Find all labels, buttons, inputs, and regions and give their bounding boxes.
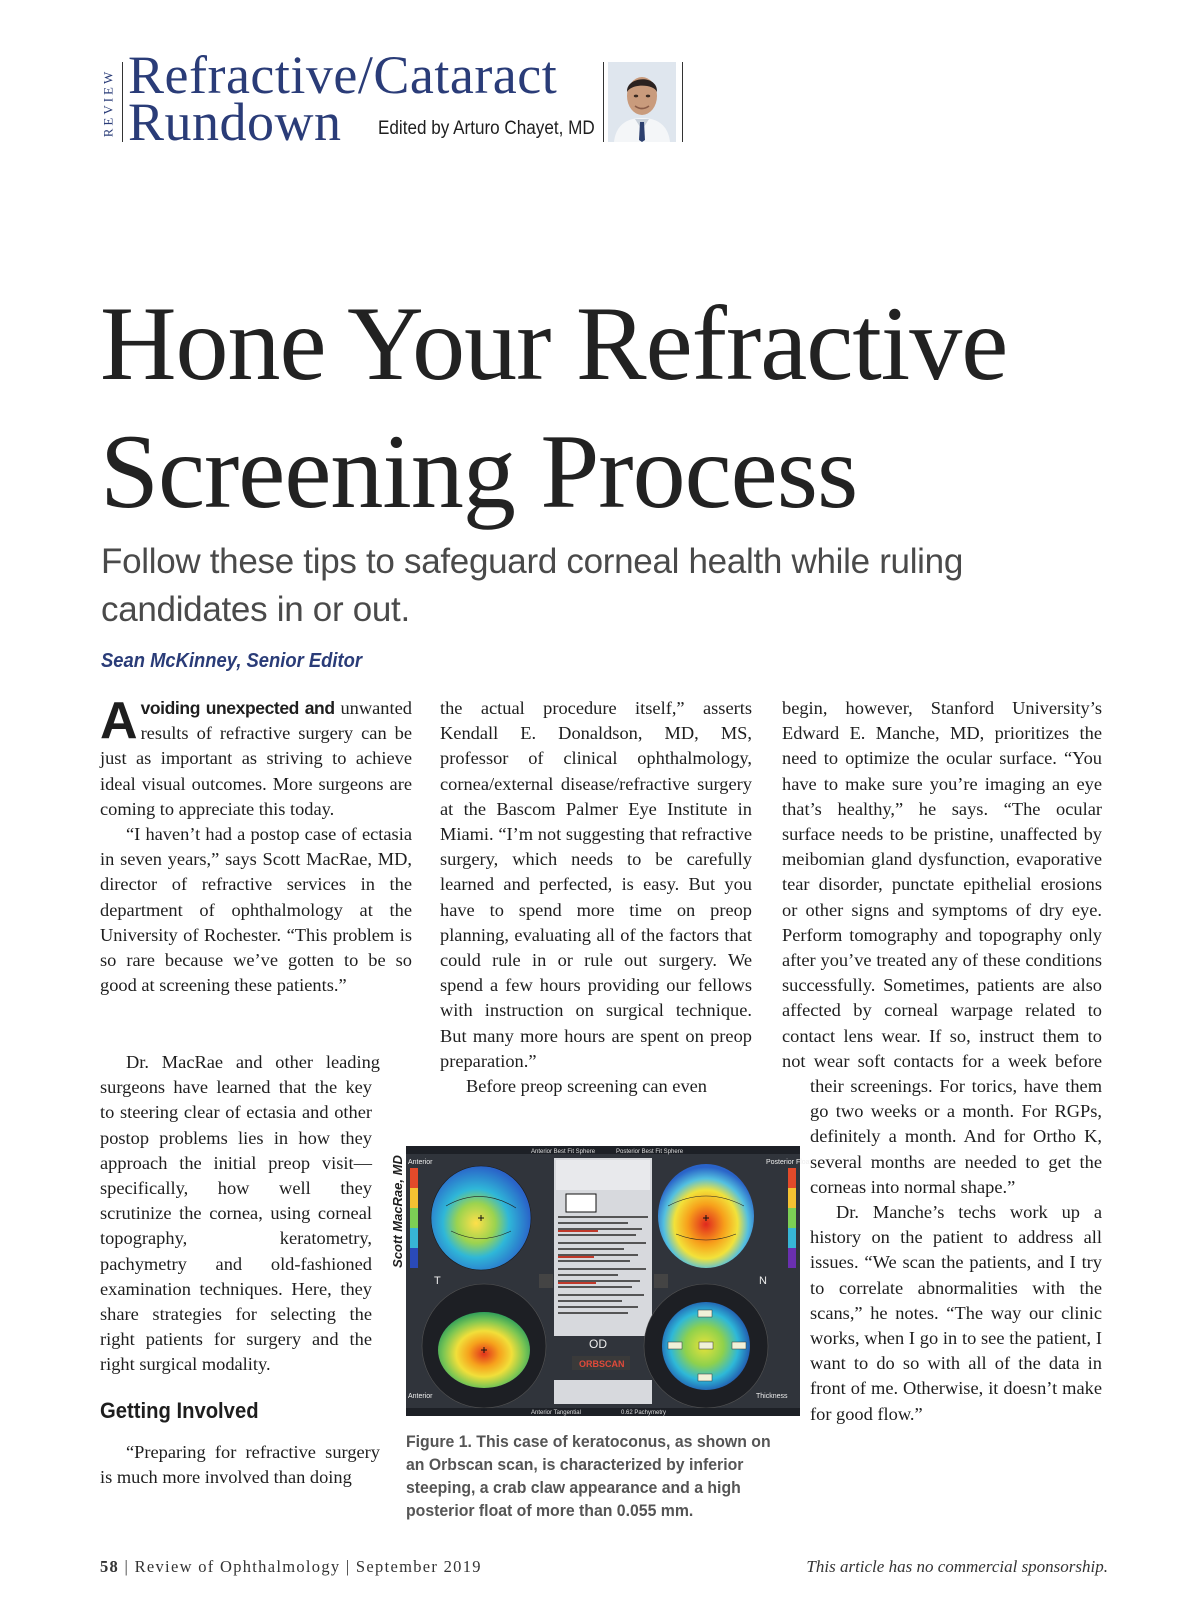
column-2 [440, 696, 752, 1099]
tangential-map [422, 1284, 546, 1408]
temporal-label: T [434, 1275, 441, 1287]
anterior-float-map [431, 1166, 531, 1270]
editor-portrait [608, 62, 676, 142]
panel-label: Anterior [408, 1159, 433, 1166]
orbscan-figure [406, 1146, 812, 1416]
photo-credit: Scott MacRae, MD [389, 1154, 405, 1268]
paragraph: Dr. Manche’s techs work up a history on the patient to address all issues. “We scan the patients, and I try to correlate abnormalities with the scans,” he notes. “The way our clinic works, when I go in to see the patient, I want to do so with all of the data in front of me. Otherwise, it doesn’t make for good flow.” [810, 1202, 1102, 1424]
byline: Sean McKinney, Senior Editor [101, 650, 363, 672]
headline: Hone Your Refractive Screening Process [100, 285, 1008, 530]
subhead: Getting Involved [100, 1398, 259, 1423]
paragraph: “Preparing for refractive surgery is much more involved than doing [100, 1442, 380, 1488]
column-1-bottom [100, 1440, 380, 1490]
paragraph: Before preop screening can even [466, 1076, 707, 1097]
figure-caption: Figure 1. This case of keratoconus, as shown on an Orbscan scan, is characterized by inferior steeping, a crab claw appearance and a high posterior float of more than 0.055 mm. [406, 1432, 771, 1520]
color-scale-right [788, 1168, 796, 1268]
orbscan-logo: ORBSCAN [579, 1359, 625, 1369]
eye-label: OD [589, 1337, 607, 1351]
paragraph: Avoiding unexpected and unwanted results of refractive surgery can be just as important as striving to achieve ideal visual outcomes. More surgeons are coming to appreciate this today. [100, 692, 412, 819]
column-1-middle [100, 1050, 412, 1400]
sponsorship-disclaimer: This article has no commercial sponsorship. [806, 1557, 1108, 1576]
data-panel [554, 1158, 652, 1336]
folio: 58 | Review of Ophthalmology | September 2019 [100, 1557, 482, 1576]
deck: Follow these tips to safeguard corneal health while ruling candidates in or out. [101, 542, 963, 629]
lead-in: voiding unexpected and [140, 698, 335, 718]
column-title: Refractive/Cataract Rundown [128, 45, 558, 152]
publication-name: Review of Ophthalmology [134, 1557, 341, 1576]
column-3 [782, 696, 1102, 1476]
pachymetry-map [644, 1284, 768, 1408]
panel-label: Anterior Tangential [531, 1410, 581, 1416]
panel-label: Thickness [756, 1393, 788, 1400]
paragraph: begin, however, Stanford University’s Edward E. Manche, MD, prioritizes the need to optimize the ocular surface. “You have to make sure you’re imaging an eye that’s healthy,” he says. “The ocular surface needs to be pristine, unaffected by meibomian gland dysfunction, evaporative tear disorder, punctate epithelial erosions or other signs and symptoms of dry eye. Perform tomography and topography only after you’ve treated any of these conditions successfully. Sometimes, patients are also affected by corneal warpage related to contact lens wear. If so, instruct them to not wear soft contacts for a week before their screenings. For torics, have them go two weeks or a month. For RGPs, definitely a month. And for Ortho K, several months are needed to get the corneas into normal shape.” [782, 698, 1102, 1197]
paragraph: the actual procedure itself,” asserts Kendall E. Donaldson, MD, MS, professor of clinical ophthalmology, cornea/external disease/refractive surgery at the Bascom Palmer Eye Institute in Miami. “I’m not suggesting that refractive surgery, which needs to be carefully learned and perfected, is easy. But you have to spend more time on preop planning, evaluating all of the factors that could rule in or rule out surgery. We spend a few hours providing our fellows with instruction on surgical technique. But many more hours are spent on preop preparation.” [440, 698, 752, 1071]
panel-label: Posterior Float [766, 1159, 812, 1166]
header-divider-right [682, 62, 683, 142]
drop-cap: A [100, 692, 138, 750]
color-scale-left [410, 1168, 418, 1268]
paragraph: Dr. MacRae and other leading surgeons have learned that the key to steering clear of ectasia and other postop problems lies in how they approach the initial preop visit—specifically, how well they scrutinize the cornea, using corneal topography, keratometry, pachymetry and old-fashioned examination techniques. Here, they share strategies for selecting the right patients for surgery and the right surgical modality. [100, 1052, 380, 1375]
column-editor: Edited by Arturo Chayet, MD [378, 118, 595, 139]
issue-date: September 2019 [355, 1557, 482, 1576]
nasal-label: N [759, 1275, 767, 1287]
panel-label: 0.62 Pachymetry [621, 1410, 667, 1416]
column-1-top [100, 692, 412, 998]
panel-label: Posterior Best Fit Sphere [616, 1149, 684, 1155]
paragraph: “I haven’t had a postop case of ectasia in seven years,” says Scott MacRae, MD, director of refractive services in the department of ophthalmology at the University of Rochester. “This problem is so rare because we’ve gotten to be so good at screening these patients.” [100, 824, 412, 996]
header-divider-left [122, 62, 123, 142]
panel-label: Anterior [408, 1393, 433, 1400]
page-number: 58 [100, 1557, 120, 1576]
review-label: REVIEW [100, 68, 116, 138]
panel-label: Anterior Best Fit Sphere [531, 1149, 596, 1155]
header-divider-mid [603, 62, 604, 142]
posterior-float-map [658, 1164, 754, 1268]
